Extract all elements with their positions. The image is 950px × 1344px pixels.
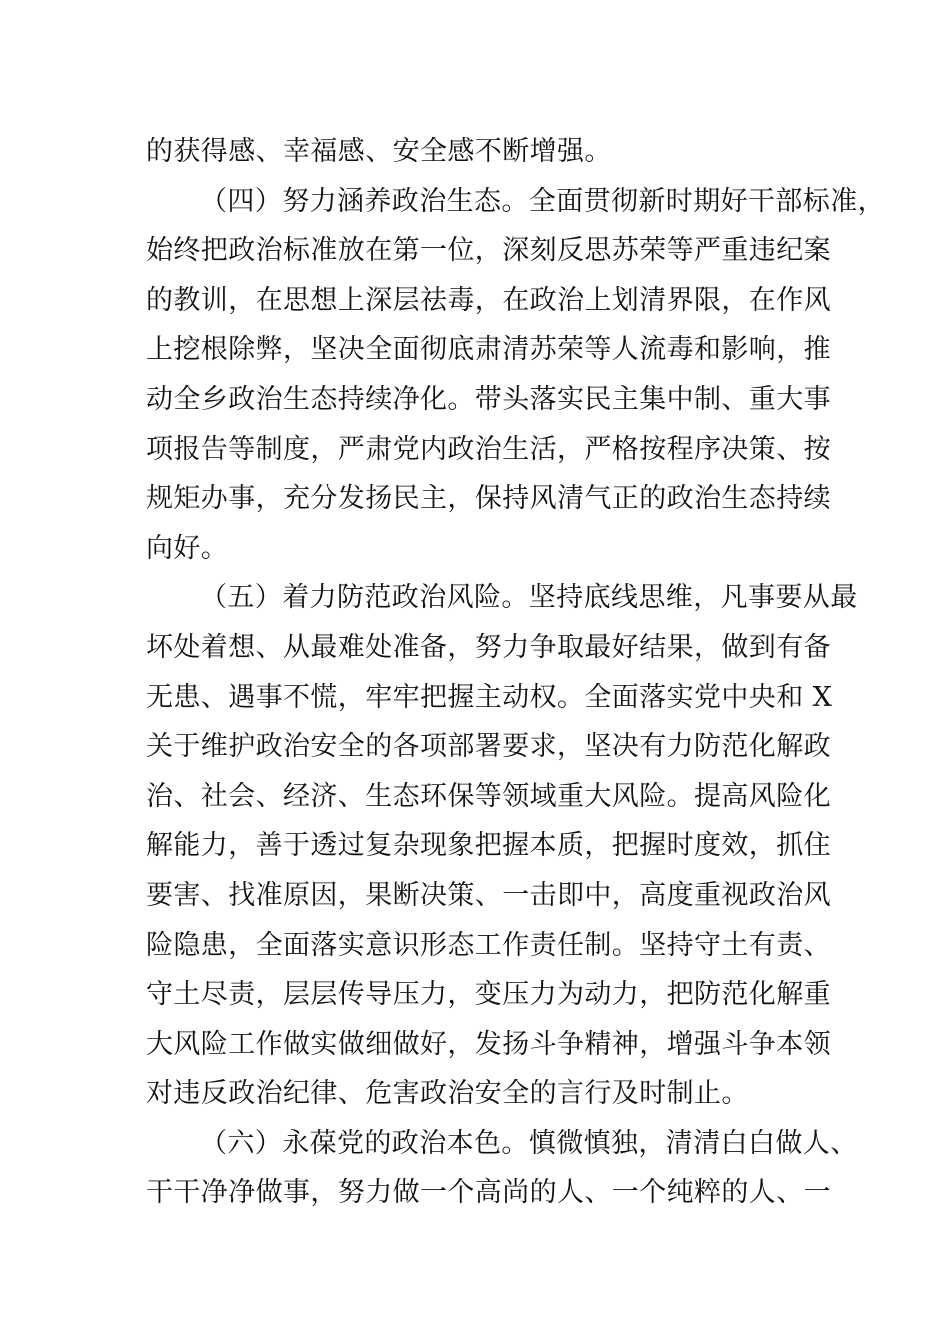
document-body: [146, 127, 885, 1218]
text-line: 险隐患，全面落实意识形态工作责任制。坚持守土有责、: [146, 929, 831, 961]
text-line: 解能力，善于透过复杂现象把握本质，把握时度效，抓住: [146, 830, 831, 862]
text-line: 向好。: [146, 532, 229, 564]
text-line: 要害、找准原因，果断决策、一击即中，高度重视政治风: [146, 879, 831, 911]
text-line: 大风险工作做实做细做好，发扬斗争精神，增强斗争本领: [146, 1028, 831, 1060]
text-line: 对违反政治纪律、危害政治安全的言行及时制止。: [146, 1078, 749, 1110]
section-heading-line: （六）永葆党的政治本色。慎微慎独，清清白白做人、: [200, 1127, 858, 1159]
section-heading-line: （五）着力防范政治风险。坚持底线思维，凡事要从最: [200, 582, 858, 614]
text-line: 始终把政治标准放在第一位，深刻反思苏荣等严重违纪案: [146, 235, 831, 267]
text-line: 守土尽责，层层传导压力，变压力为动力，把防范化解重: [146, 979, 831, 1011]
text-line: 的获得感、幸福感、安全感不断增强。: [146, 136, 612, 167]
text-line: 无患、遇事不慌，牢牢把握主动权。全面落实党中央和 X: [146, 681, 833, 713]
text-line: 动全乡政治生态持续净化。带头落实民主集中制、重大事: [146, 383, 831, 415]
text-line: 坏处着想、从最难处准备，努力争取最好结果，做到有备: [146, 631, 831, 663]
text-line: 规矩办事，充分发扬民主，保持风清气正的政治生态持续: [146, 483, 831, 515]
text-line: 的教训，在思想上深层祛毒，在政治上划清界限，在作风: [146, 284, 831, 316]
text-line: 项报告等制度，严肃党内政治生活，严格按程序决策、按: [146, 433, 831, 465]
section-heading-line: （四）努力涵养政治生态。全面贯彻新时期好干部标准，: [200, 185, 885, 217]
text-line: 上挖根除弊，坚决全面彻底肃清苏荣等人流毒和影响，推: [146, 334, 831, 366]
text-line: 治、社会、经济、生态环保等领域重大风险。提高风险化: [146, 780, 831, 812]
text-line: 关于维护政治安全的各项部署要求，坚决有力防范化解政: [146, 731, 831, 763]
text-line: 干干净净做事，努力做一个高尚的人、一个纯粹的人、一: [146, 1177, 831, 1209]
